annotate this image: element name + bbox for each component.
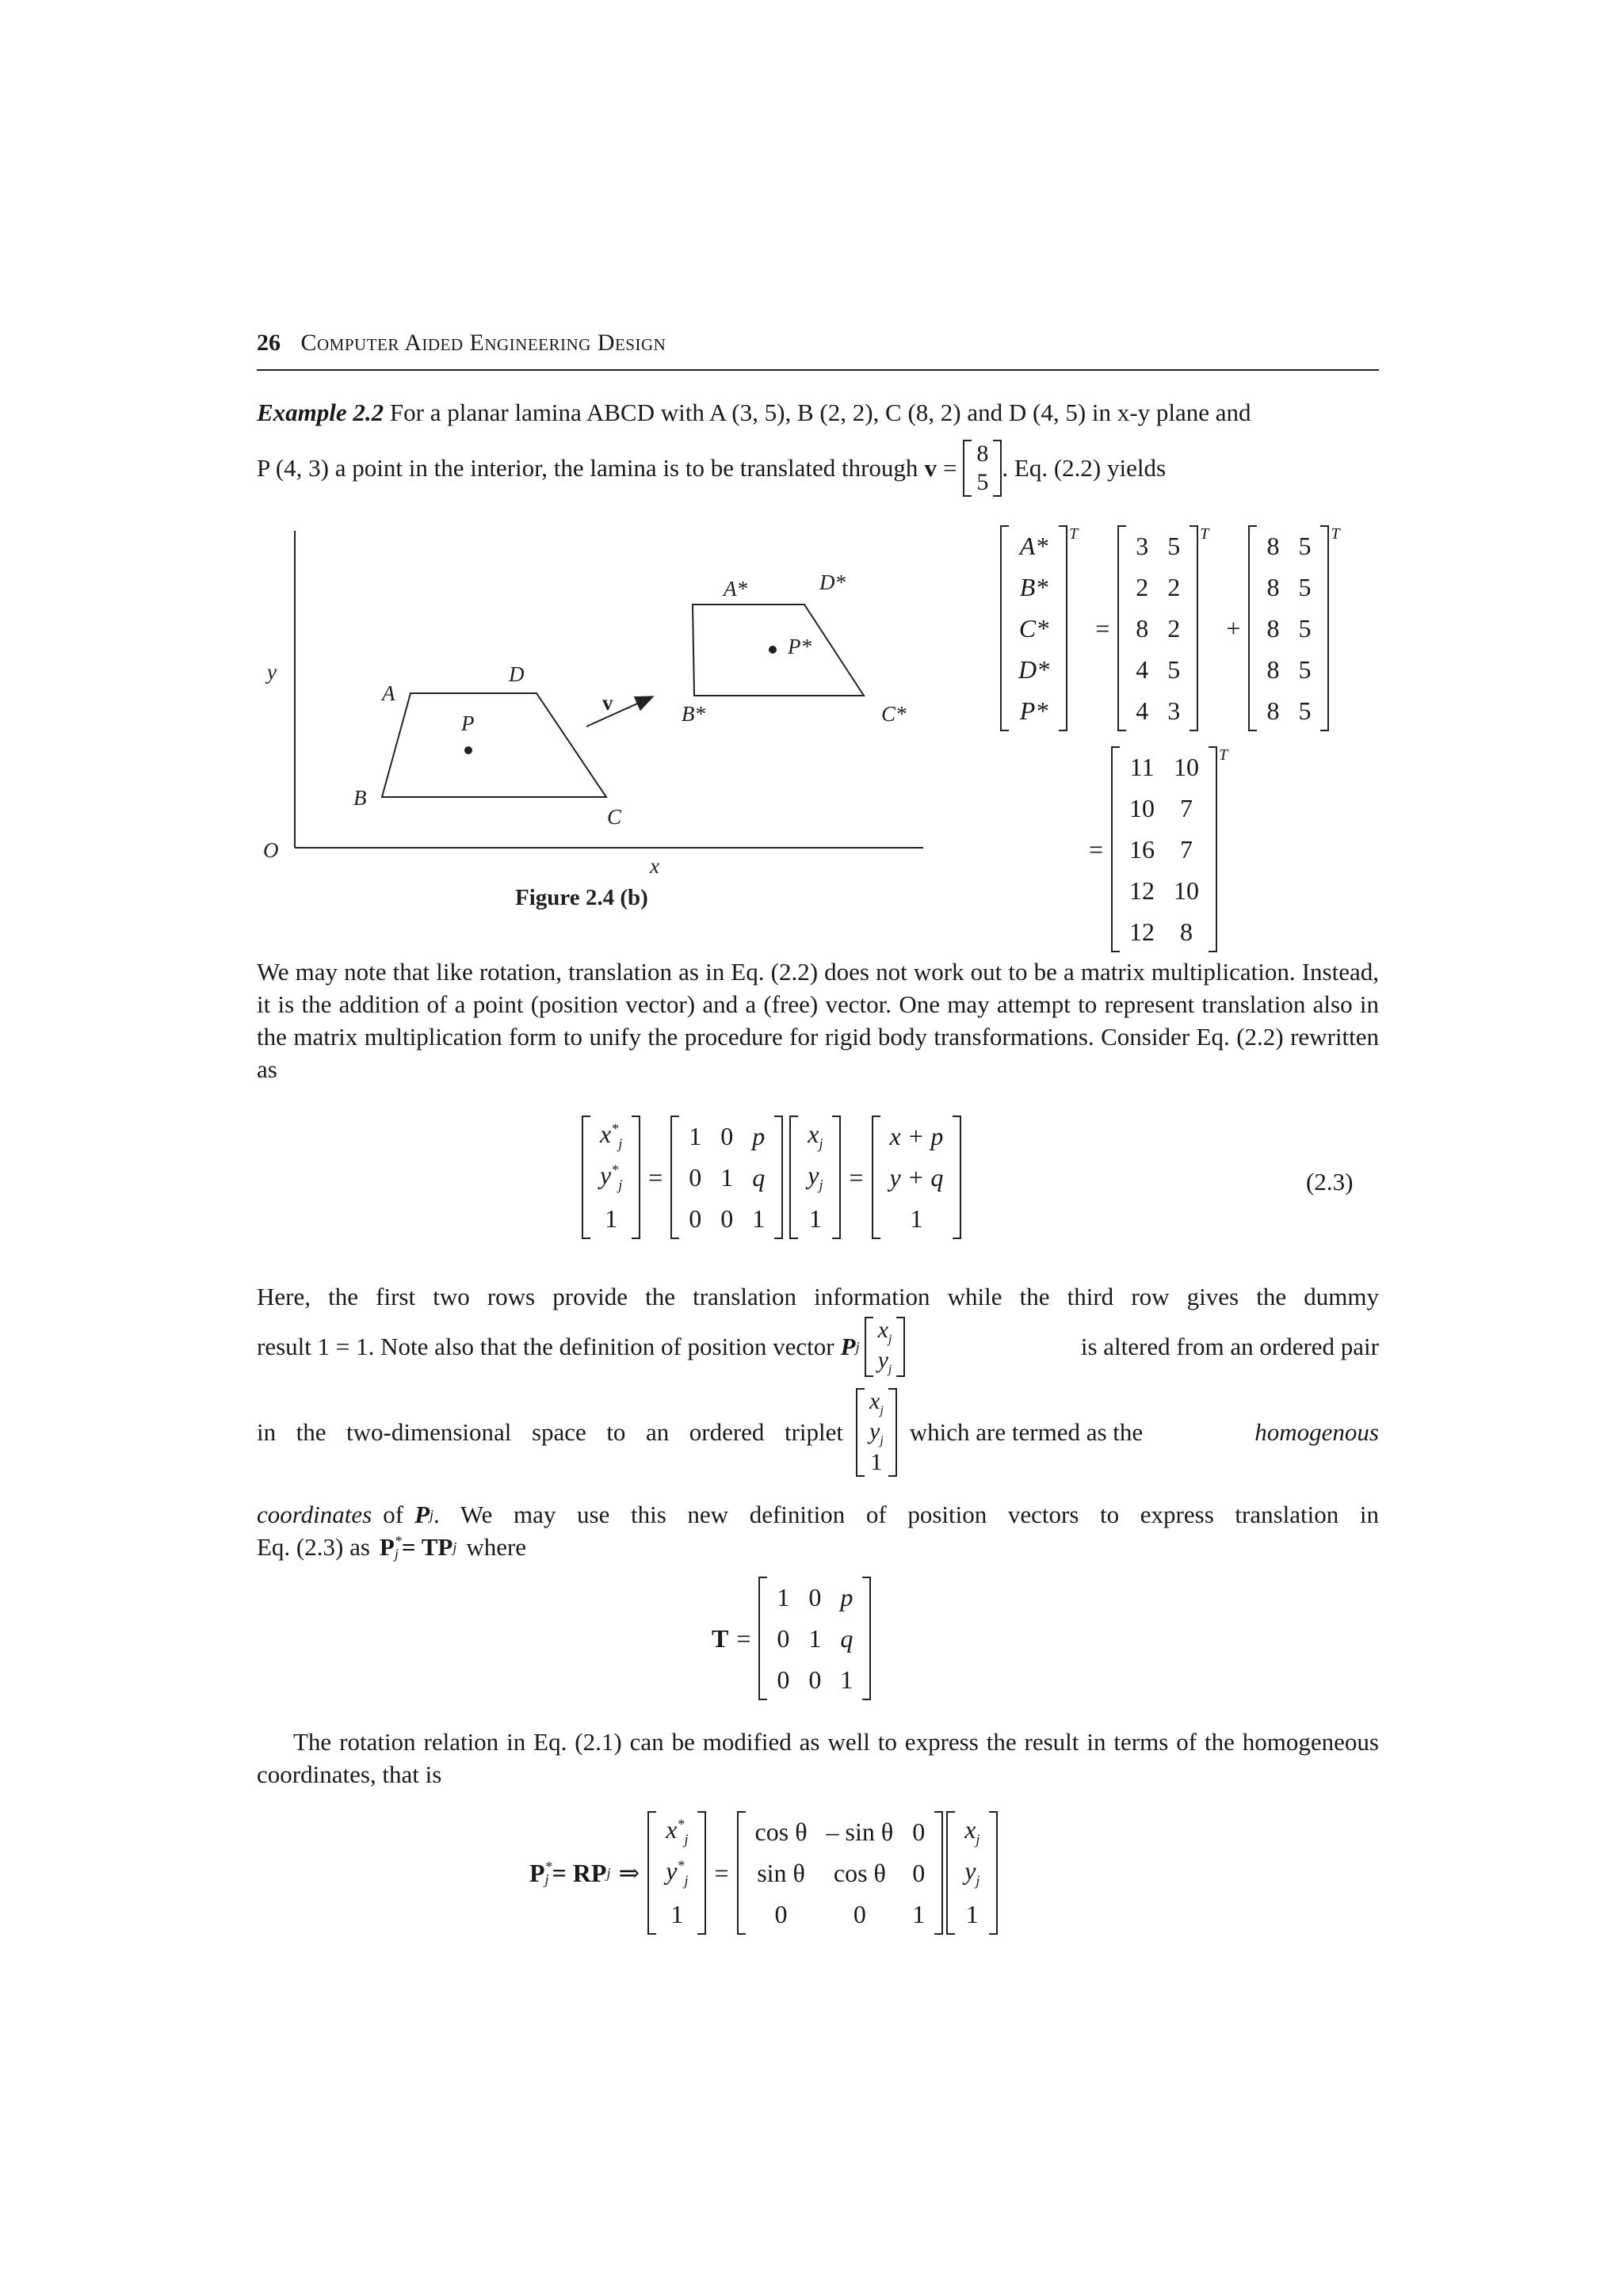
point-p-star <box>769 646 777 654</box>
example-line2-b: . Eq. (2.2) yields <box>1002 454 1167 482</box>
paragraph-2-line-3: in the two-dimensional space to an ordered triplet $x_j$ $y_j$ 1 which are termed as the homogenous <box>257 1388 1379 1475</box>
figure-caption: Figure 2.4 (b) <box>515 885 648 910</box>
vector-symbol: v <box>924 454 937 482</box>
vector-x: 8 <box>976 441 989 467</box>
eq23-matrix: 1 0 p 0 1 q 0 0 1 <box>670 1116 783 1239</box>
eq23-vector: $x_j$ $y_j$ 1 <box>789 1116 841 1239</box>
lhs-c: C* <box>1018 613 1049 643</box>
rotation-matrix: cos θ – sin θ 0 sin θ cos θ 0 0 0 1 <box>737 1811 944 1935</box>
running-title: Computer Aided Engineering Design <box>300 330 666 356</box>
page-number: 26 <box>257 330 281 356</box>
shift-matrix: 8 5 8 5 8 5 8 5 8 5 T <box>1248 525 1339 731</box>
label-b-star: B* <box>682 702 705 726</box>
origin-label: O <box>263 838 279 862</box>
paragraph-2-line-2: result 1 = 1. Note also that the definition of position vector P j $x_j$ $y_j$ is altered from an ordered pair <box>257 1317 1379 1376</box>
lhs-p: P* <box>1019 696 1048 725</box>
paragraph-1: We may note that like rotation, translation as in Eq. (2.2) does not work out to be a matrix multiplication. Instead, it is the addition of a point (position vector) and a (free) vector. One may attempt to represent translation also in the matrix multiplication form to unify the procedure for rigid body transformations. Consider Eq. (2.2) rewritten as <box>257 958 1379 1083</box>
triplet-vector: $x_j$ $y_j$ 1 <box>856 1388 897 1477</box>
eq-number: (2.3) <box>1306 1168 1354 1196</box>
paragraph-2-line-4: coordinates of P j . We may use this new definition of position vectors to express translation in <box>257 1501 1379 1528</box>
label-a: A <box>382 681 395 705</box>
point-p <box>464 746 472 754</box>
eq23-lhs: $x^*_j$ $y^*_j$ 1 <box>582 1116 640 1239</box>
rotation-rhs-vector: $x_j$ $y_j$ 1 <box>946 1811 998 1935</box>
eq-2-3: $x^*_j$ $y^*_j$ 1 = 1 0 p 0 1 q 0 0 1 $x_j$ $y_j$ 1 = x + p y + q 1 <box>582 1116 961 1239</box>
original-matrix: 3 5 2 2 8 2 4 5 4 3 T <box>1117 525 1209 731</box>
result-matrix: 11 10 10 7 16 7 12 10 12 8 T <box>1111 746 1228 952</box>
label-a-star: A* <box>724 577 747 601</box>
vector-y: 5 <box>976 469 989 495</box>
label-c: C <box>607 805 622 829</box>
label-p: P <box>461 711 475 735</box>
eq-rotation: P * j = RP j ⇒ $x^*_j$ $y^*_j$ 1 = cos θ – sin θ 0 sin θ cos θ 0 0 0 1 $x_j$ $y_j$ 1 <box>529 1811 998 1935</box>
matrix-t: 1 0 p 0 1 q 0 0 1 <box>758 1577 871 1700</box>
axis-x-label: x <box>650 854 659 878</box>
figure-translation <box>254 523 935 919</box>
lhs-d: D* <box>1018 654 1050 684</box>
pair-vector: $x_j$ $y_j$ <box>865 1317 906 1377</box>
eq-translation-result: = 11 10 10 7 16 7 12 10 12 8 T <box>1081 746 1228 952</box>
label-c-star: C* <box>881 702 907 726</box>
lhs-b: B* <box>1019 572 1048 601</box>
label-p-star: P* <box>788 635 812 658</box>
matrix-t-equation: T = 1 0 p 0 1 q 0 0 1 <box>712 1577 871 1700</box>
label-b: B <box>353 786 367 810</box>
running-header <box>257 330 1379 371</box>
label-v: v <box>602 691 613 715</box>
rotation-lhs-vector: $x^*_j$ $y^*_j$ 1 <box>647 1811 706 1935</box>
lhs-a: A* <box>1019 531 1048 560</box>
lhs-matrix: A* B* C* D* P* T <box>1000 525 1078 731</box>
lamina-translated <box>693 605 864 696</box>
eq-translation-top: A* B* C* D* P* T = 3 5 2 2 8 2 4 5 4 3 T + 8 5 8 5 8 5 8 5 8 5 T <box>1000 525 1340 731</box>
example-line2-a: P (4, 3) a point in the interior, the lamina is to be translated through <box>257 454 918 482</box>
example-line-1 <box>257 396 1379 429</box>
example-text: For a planar lamina ABCD with A (3, 5), B (2, 2), C (8, 2) and D (4, 5) in x-y plane and <box>389 399 1251 426</box>
label-d: D <box>509 662 525 686</box>
example-line-2: P (4, 3) a point in the interior, the lamina is to be translated through v = 8 5 . Eq. (2.2) yields <box>257 441 1167 495</box>
label-d-star: D* <box>819 570 846 594</box>
eq23-rhs: x + p y + q 1 <box>872 1116 962 1239</box>
paragraph-3: The rotation relation in Eq. (2.1) can be modified as well to express the result in terms of the homogeneous coordinates, that is <box>257 1728 1379 1788</box>
axis-y-label: y <box>267 660 277 684</box>
paragraph-2-line-5: Eq. (2.3) as P * j = TP j where <box>257 1533 527 1562</box>
translation-vector <box>963 440 1002 497</box>
lamina-original <box>382 693 606 797</box>
paragraph-2-line-1: Here, the first two rows provide the translation information while the third row gives the dummy <box>257 1283 1379 1310</box>
translation-arrow <box>586 697 651 727</box>
example-label: Example 2.2 <box>257 399 384 426</box>
